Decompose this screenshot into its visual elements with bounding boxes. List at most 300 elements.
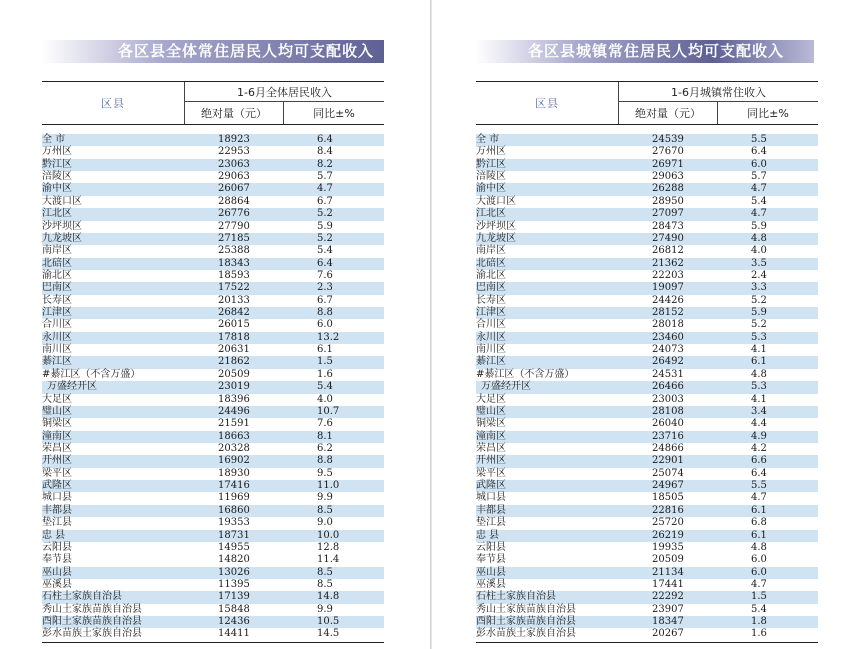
- yoy-column-header: 同比±%: [747, 107, 789, 120]
- table-row: [42, 468, 384, 480]
- absolute-value-cell: 20133: [218, 294, 250, 306]
- absolute-value-cell: 17416: [218, 480, 250, 492]
- table-row: [42, 554, 384, 566]
- yoy-value-cell: 4.1: [751, 393, 767, 405]
- table-row: [42, 431, 384, 443]
- yoy-value-cell: 4.7: [751, 208, 767, 220]
- region-name-cell: 全 市: [42, 134, 66, 145]
- absolute-value-cell: 27097: [652, 208, 684, 220]
- yoy-value-cell: 9.9: [317, 603, 333, 615]
- yoy-column-header: 同比±%: [313, 107, 355, 120]
- table-row: [42, 233, 384, 245]
- absolute-value-cell: 28473: [652, 220, 684, 232]
- region-name-cell: 南岸区: [42, 245, 72, 257]
- region-name-cell: 云阳县: [42, 541, 72, 553]
- region-name-cell: 大足区: [42, 393, 72, 405]
- table-row: [476, 554, 818, 566]
- table-row: [476, 567, 818, 579]
- table-row: [476, 381, 818, 393]
- region-name-cell: 沙坪坝区: [42, 220, 82, 232]
- yoy-value-cell: 5.2: [751, 319, 767, 331]
- table-row: [476, 344, 818, 356]
- yoy-value-cell: 8.5: [317, 504, 333, 516]
- yoy-value-cell: 8.5: [317, 566, 333, 578]
- table-row: [42, 604, 384, 616]
- absolute-value-cell: 13026: [218, 566, 250, 578]
- right-page: [432, 0, 862, 649]
- absolute-value-cell: 20509: [218, 368, 250, 380]
- table-row: [42, 332, 384, 344]
- absolute-value-cell: 21362: [652, 257, 684, 269]
- absolute-value-cell: 19935: [652, 541, 684, 553]
- region-name-cell: 万盛经开区: [47, 381, 97, 393]
- region-name-cell: 綦江区: [476, 356, 506, 368]
- yoy-value-cell: 1.8: [751, 616, 767, 628]
- absolute-value-cell: 16902: [218, 455, 250, 467]
- yoy-value-cell: 6.0: [317, 319, 333, 331]
- yoy-value-cell: 7.6: [317, 418, 333, 430]
- region-name-cell: 巫溪县: [476, 578, 506, 590]
- region-name-cell: 潼南区: [476, 430, 506, 442]
- yoy-value-cell: 4.4: [751, 418, 767, 430]
- region-name-cell: 巴南区: [476, 282, 506, 294]
- region-name-cell: 万州区: [476, 146, 506, 158]
- region-name-cell: 渝北区: [476, 269, 506, 281]
- absolute-value-cell: 14820: [218, 554, 250, 566]
- table-row: [42, 134, 384, 146]
- table-row: [42, 307, 384, 319]
- table-row: [476, 443, 818, 455]
- yoy-value-cell: 4.9: [751, 430, 767, 442]
- table-row: [42, 258, 384, 270]
- absolute-value-cell: 20267: [652, 628, 684, 640]
- table-header: [42, 82, 384, 124]
- yoy-value-cell: 1.5: [317, 356, 333, 368]
- table-row: [476, 616, 818, 628]
- table-row: [42, 616, 384, 628]
- absolute-value-cell: 20631: [218, 344, 250, 356]
- yoy-value-cell: 5.2: [751, 294, 767, 306]
- yoy-value-cell: 8.4: [317, 146, 333, 158]
- table-row: [476, 480, 818, 492]
- yoy-value-cell: 4.0: [751, 245, 767, 257]
- region-name-cell: 合川区: [42, 319, 72, 331]
- region-name-cell: 巫山县: [476, 566, 506, 578]
- yoy-value-cell: 4.7: [317, 183, 333, 195]
- yoy-value-cell: 6.4: [317, 257, 333, 269]
- absolute-value-cell: 23003: [652, 393, 684, 405]
- absolute-value-cell: 26776: [218, 208, 250, 220]
- table-bottom-rule: [42, 642, 384, 643]
- region-name-cell: 潼南区: [42, 430, 72, 442]
- table-row: [476, 418, 818, 430]
- absolute-value-cell: 18396: [218, 393, 250, 405]
- yoy-value-cell: 4.8: [751, 541, 767, 553]
- absolute-value-cell: 26288: [652, 183, 684, 195]
- yoy-value-cell: 5.4: [317, 245, 333, 257]
- absolute-value-cell: 23716: [652, 430, 684, 442]
- table-row: [476, 369, 818, 381]
- absolute-value-cell: 14955: [218, 541, 250, 553]
- yoy-value-cell: 8.2: [317, 158, 333, 170]
- right-table-body: [476, 134, 818, 641]
- table-row: [476, 530, 818, 542]
- right-table-title: 各区县城镇常住居民人均可支配收入: [527, 42, 784, 60]
- region-name-cell: 忠 县: [42, 529, 66, 541]
- region-name-cell: 城口县: [42, 492, 72, 504]
- table-row: [476, 431, 818, 443]
- yoy-value-cell: 3.5: [751, 257, 767, 269]
- region-name-cell: 酉阳土家族苗族自治县: [476, 616, 576, 628]
- table-row: [476, 319, 818, 331]
- absolute-value-cell: 28950: [652, 195, 684, 207]
- region-name-cell: 武隆区: [42, 480, 72, 492]
- absolute-value-cell: 23063: [218, 158, 250, 170]
- table-row: [476, 270, 818, 282]
- region-name-cell: 万州区: [42, 146, 72, 158]
- region-name-cell: 梁平区: [42, 467, 72, 479]
- table-row: [42, 282, 384, 294]
- region-name-cell: 江津区: [476, 307, 506, 319]
- region-name-cell: 全 市: [476, 134, 500, 145]
- region-name-cell: #綦江区（不含万盛）: [42, 368, 141, 380]
- region-name-cell: 丰都县: [476, 504, 506, 516]
- yoy-value-cell: 10.0: [317, 529, 340, 541]
- absolute-column-header: 绝对量（元）: [635, 107, 701, 120]
- yoy-value-cell: 10.7: [317, 405, 340, 417]
- absolute-value-cell: 28108: [652, 405, 684, 417]
- absolute-value-cell: 11395: [218, 578, 250, 590]
- table-row: [476, 307, 818, 319]
- absolute-value-cell: 26971: [652, 158, 684, 170]
- table-row: [476, 505, 818, 517]
- absolute-value-cell: 26492: [652, 356, 684, 368]
- table-row: [42, 418, 384, 430]
- absolute-value-cell: 26040: [652, 418, 684, 430]
- yoy-value-cell: 1.5: [751, 591, 767, 603]
- region-name-cell: 江北区: [476, 208, 506, 220]
- yoy-value-cell: 11.4: [317, 554, 340, 566]
- absolute-value-cell: 18923: [218, 134, 250, 145]
- table-row: [42, 381, 384, 393]
- table-row: [476, 221, 818, 233]
- region-name-cell: 黔江区: [42, 158, 72, 170]
- yoy-value-cell: 6.0: [751, 158, 767, 170]
- table-row: [476, 208, 818, 220]
- absolute-value-cell: 24426: [652, 294, 684, 306]
- table-row: [42, 492, 384, 504]
- region-name-cell: 奉节县: [42, 554, 72, 566]
- region-name-cell: 铜梁区: [42, 418, 72, 430]
- table-row: [42, 295, 384, 307]
- absolute-value-cell: 19097: [652, 282, 684, 294]
- yoy-value-cell: 3.4: [751, 405, 767, 417]
- yoy-value-cell: 6.8: [751, 517, 767, 529]
- region-name-cell: 忠 县: [476, 529, 500, 541]
- absolute-value-cell: 21134: [652, 566, 684, 578]
- table-row: [42, 356, 384, 368]
- absolute-value-cell: 22292: [652, 591, 684, 603]
- yoy-value-cell: 6.1: [751, 504, 767, 516]
- yoy-value-cell: 5.4: [751, 603, 767, 615]
- yoy-value-cell: 4.7: [751, 492, 767, 504]
- region-name-cell: 垫江县: [476, 517, 506, 529]
- table-row: [476, 245, 818, 257]
- absolute-value-cell: 18593: [218, 269, 250, 281]
- region-name-cell: 永川区: [476, 331, 506, 343]
- yoy-value-cell: 5.9: [317, 220, 333, 232]
- absolute-value-cell: 19353: [218, 517, 250, 529]
- yoy-value-cell: 6.4: [751, 146, 767, 158]
- absolute-value-cell: 27670: [652, 146, 684, 158]
- region-name-cell: 渝北区: [42, 269, 72, 281]
- absolute-value-cell: 18731: [218, 529, 250, 541]
- region-name-cell: 大渡口区: [476, 195, 516, 207]
- yoy-value-cell: 4.7: [751, 183, 767, 195]
- region-name-cell: 璧山区: [476, 405, 506, 417]
- yoy-value-cell: 4.0: [317, 393, 333, 405]
- region-name-cell: 奉节县: [476, 554, 506, 566]
- region-name-cell: 九龙坡区: [42, 232, 82, 244]
- yoy-value-cell: 11.0: [317, 480, 340, 492]
- yoy-value-cell: 4.2: [751, 442, 767, 454]
- table-row: [42, 443, 384, 455]
- region-name-cell: 铜梁区: [476, 418, 506, 430]
- region-name-cell: 秀山土家族苗族自治县: [476, 603, 576, 615]
- yoy-value-cell: 5.3: [751, 331, 767, 343]
- absolute-value-cell: 18347: [652, 616, 684, 628]
- table-row: [476, 134, 818, 146]
- right-title-banner: [476, 40, 814, 63]
- yoy-value-cell: 6.0: [751, 554, 767, 566]
- yoy-value-cell: 7.6: [317, 269, 333, 281]
- table-row: [476, 332, 818, 344]
- absolute-value-cell: 26219: [652, 529, 684, 541]
- region-name-cell: 巫溪县: [42, 578, 72, 590]
- table-row: [42, 579, 384, 591]
- table-row: [476, 258, 818, 270]
- absolute-value-cell: 24496: [218, 405, 250, 417]
- absolute-value-cell: 28018: [652, 319, 684, 331]
- yoy-value-cell: 6.2: [317, 442, 333, 454]
- absolute-value-cell: 25720: [652, 517, 684, 529]
- yoy-value-cell: 2.3: [317, 282, 333, 294]
- region-name-cell: 城口县: [476, 492, 506, 504]
- absolute-value-cell: 20509: [652, 554, 684, 566]
- table-row: [42, 394, 384, 406]
- yoy-value-cell: 8.8: [317, 307, 333, 319]
- yoy-value-cell: 4.8: [751, 232, 767, 244]
- yoy-value-cell: 5.2: [317, 208, 333, 220]
- region-name-cell: 秀山土家族苗族自治县: [42, 603, 142, 615]
- yoy-value-cell: 4.8: [751, 368, 767, 380]
- left-title-banner: [42, 40, 384, 63]
- region-name-cell: 渝中区: [42, 183, 72, 195]
- region-name-cell: 江北区: [42, 208, 72, 220]
- absolute-value-cell: 25074: [652, 467, 684, 479]
- absolute-value-cell: 27490: [652, 232, 684, 244]
- absolute-value-cell: 18343: [218, 257, 250, 269]
- region-name-cell: 梁平区: [476, 467, 506, 479]
- table-row: [42, 221, 384, 233]
- absolute-value-cell: 26067: [218, 183, 250, 195]
- table-row: [476, 233, 818, 245]
- table-row: [476, 196, 818, 208]
- yoy-value-cell: 4.1: [751, 344, 767, 356]
- table-row: [476, 159, 818, 171]
- yoy-value-cell: 8.1: [317, 430, 333, 442]
- yoy-value-cell: 1.6: [751, 628, 767, 640]
- yoy-value-cell: 5.9: [751, 307, 767, 319]
- table-header-rule: [42, 124, 384, 125]
- absolute-value-cell: 16860: [218, 504, 250, 516]
- absolute-value-cell: 27185: [218, 232, 250, 244]
- absolute-value-cell: 29063: [652, 171, 684, 183]
- table-row: [476, 628, 818, 640]
- yoy-value-cell: 3.3: [751, 282, 767, 294]
- absolute-value-cell: 22203: [652, 269, 684, 281]
- table-row: [42, 567, 384, 579]
- absolute-value-cell: 24539: [652, 134, 684, 145]
- region-name-cell: 綦江区: [42, 356, 72, 368]
- absolute-value-cell: 18505: [652, 492, 684, 504]
- table-row: [42, 480, 384, 492]
- table-row: [476, 282, 818, 294]
- table-row: [42, 530, 384, 542]
- yoy-value-cell: 9.0: [317, 517, 333, 529]
- region-name-cell: 南岸区: [476, 245, 506, 257]
- table-row: [42, 183, 384, 195]
- region-name-cell: 巴南区: [42, 282, 72, 294]
- region-name-cell: 丰都县: [42, 504, 72, 516]
- region-name-cell: 江津区: [42, 307, 72, 319]
- absolute-value-cell: 27790: [218, 220, 250, 232]
- absolute-value-cell: 20328: [218, 442, 250, 454]
- absolute-value-cell: 26842: [218, 307, 250, 319]
- yoy-value-cell: 1.6: [317, 368, 333, 380]
- region-name-cell: #綦江区（不含万盛）: [476, 368, 575, 380]
- yoy-value-cell: 14.5: [317, 628, 340, 640]
- table-row: [42, 505, 384, 517]
- yoy-value-cell: 6.1: [317, 344, 333, 356]
- absolute-value-cell: 21591: [218, 418, 250, 430]
- region-name-cell: 九龙坡区: [476, 232, 516, 244]
- absolute-value-cell: 22901: [652, 455, 684, 467]
- absolute-value-cell: 17818: [218, 331, 250, 343]
- region-name-cell: 彭水苗族土家族自治县: [476, 628, 576, 640]
- yoy-value-cell: 6.1: [751, 529, 767, 541]
- region-name-cell: 大足区: [476, 393, 506, 405]
- absolute-value-cell: 17139: [218, 591, 250, 603]
- table-row: [476, 183, 818, 195]
- yoy-value-cell: 5.4: [751, 195, 767, 207]
- absolute-value-cell: 24967: [652, 480, 684, 492]
- yoy-value-cell: 5.5: [751, 480, 767, 492]
- left-table-body: [42, 134, 384, 641]
- region-name-cell: 南川区: [42, 344, 72, 356]
- table-row: [476, 295, 818, 307]
- table-row: [42, 369, 384, 381]
- table-row: [42, 159, 384, 171]
- table-row: [476, 542, 818, 554]
- region-name-cell: 彭水苗族土家族自治县: [42, 628, 142, 640]
- region-name-cell: 沙坪坝区: [476, 220, 516, 232]
- absolute-value-cell: 23019: [218, 381, 250, 393]
- yoy-value-cell: 14.8: [317, 591, 340, 603]
- yoy-value-cell: 8.8: [317, 455, 333, 467]
- yoy-value-cell: 8.5: [317, 578, 333, 590]
- table-row: [42, 146, 384, 158]
- yoy-value-cell: 5.5: [751, 134, 767, 145]
- absolute-value-cell: 18930: [218, 467, 250, 479]
- left-income-table: [42, 81, 384, 643]
- region-name-cell: 长寿区: [42, 294, 72, 306]
- table-row: [476, 171, 818, 183]
- absolute-value-cell: 22953: [218, 146, 250, 158]
- yoy-value-cell: 5.9: [751, 220, 767, 232]
- region-name-cell: 北碚区: [476, 257, 506, 269]
- region-name-cell: 合川区: [476, 319, 506, 331]
- region-name-cell: 开州区: [476, 455, 506, 467]
- group-column-header: 1-6月全体居民收入: [237, 85, 332, 99]
- absolute-value-cell: 25388: [218, 245, 250, 257]
- yoy-value-cell: 6.4: [751, 467, 767, 479]
- absolute-value-cell: 26812: [652, 245, 684, 257]
- region-name-cell: 涪陵区: [42, 171, 72, 183]
- absolute-value-cell: 28864: [218, 195, 250, 207]
- table-row: [476, 517, 818, 529]
- absolute-value-cell: 24073: [652, 344, 684, 356]
- table-header-rule: [476, 124, 818, 125]
- absolute-value-cell: 18663: [218, 430, 250, 442]
- region-name-cell: 长寿区: [476, 294, 506, 306]
- absolute-value-cell: 26466: [652, 381, 684, 393]
- absolute-column-header: 绝对量（元）: [201, 107, 267, 120]
- left-page: [0, 0, 430, 649]
- table-row: [476, 406, 818, 418]
- absolute-value-cell: 28152: [652, 307, 684, 319]
- absolute-value-cell: 26015: [218, 319, 250, 331]
- region-name-cell: 涪陵区: [476, 171, 506, 183]
- absolute-value-cell: 15848: [218, 603, 250, 615]
- table-row: [42, 245, 384, 257]
- region-name-cell: 万盛经开区: [481, 381, 531, 393]
- table-row: [476, 468, 818, 480]
- table-row: [42, 542, 384, 554]
- region-name-cell: 酉阳土家族苗族自治县: [42, 616, 142, 628]
- table-row: [476, 604, 818, 616]
- table-row: [42, 591, 384, 603]
- region-name-cell: 永川区: [42, 331, 72, 343]
- yoy-value-cell: 4.7: [751, 578, 767, 590]
- yoy-value-cell: 2.4: [751, 269, 767, 281]
- region-name-cell: 开州区: [42, 455, 72, 467]
- group-column-header: 1-6月城镇常住收入: [671, 85, 766, 99]
- yoy-value-cell: 6.1: [751, 356, 767, 368]
- table-row: [42, 208, 384, 220]
- region-name-cell: 大渡口区: [42, 195, 82, 207]
- table-row: [42, 171, 384, 183]
- table-row: [42, 270, 384, 282]
- absolute-value-cell: 29063: [218, 171, 250, 183]
- absolute-value-cell: 14411: [218, 628, 250, 640]
- yoy-value-cell: 5.2: [317, 232, 333, 244]
- table-row: [476, 579, 818, 591]
- region-name-cell: 垫江县: [42, 517, 72, 529]
- absolute-value-cell: 22816: [652, 504, 684, 516]
- yoy-value-cell: 6.0: [751, 566, 767, 578]
- table-bottom-rule: [476, 642, 818, 643]
